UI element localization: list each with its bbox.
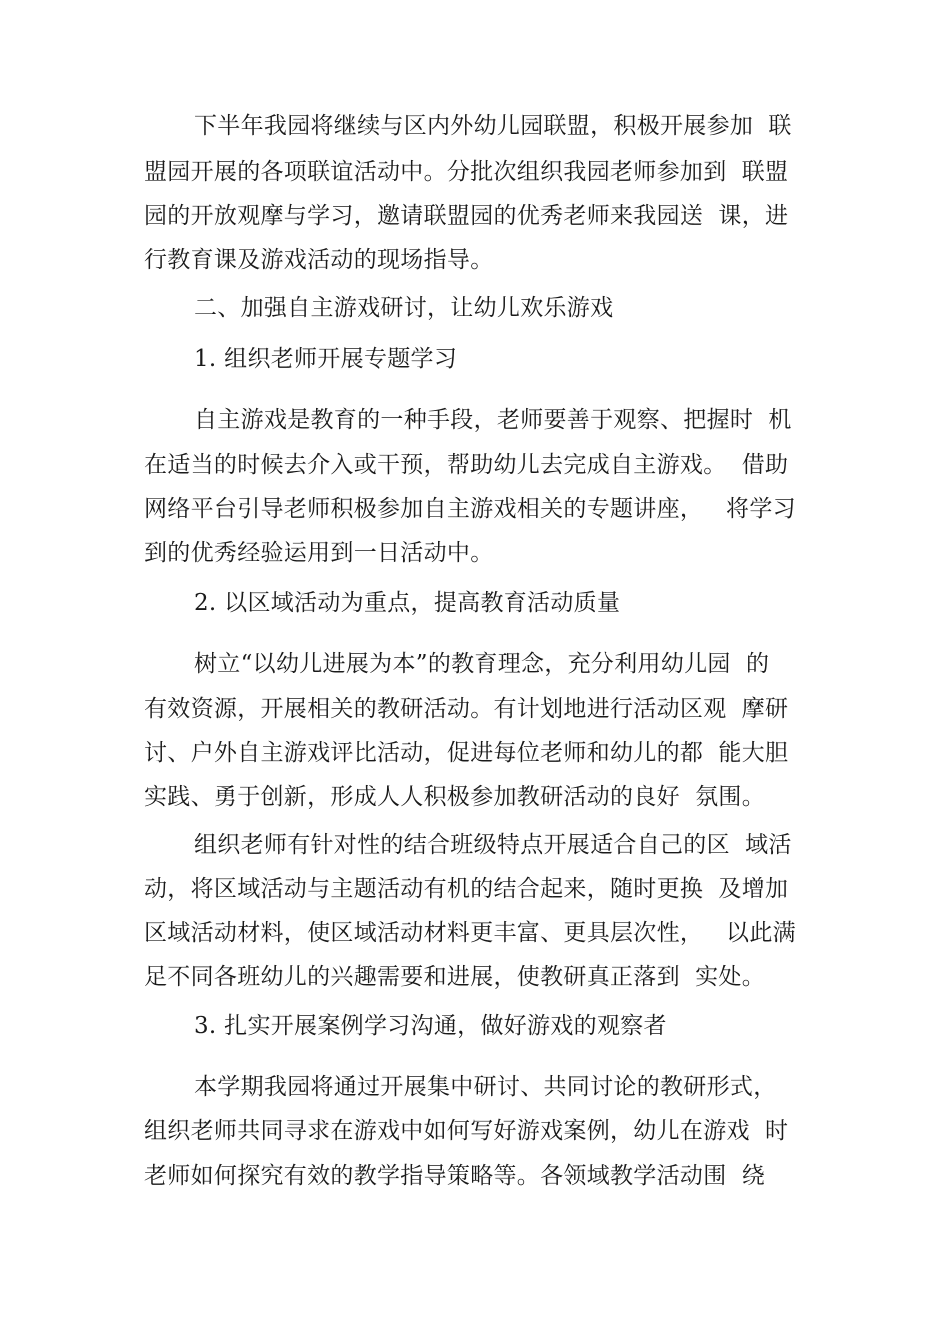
subsection-heading: 1. 组织老师开展专题学习 [194,346,458,372]
paragraph-line: 树立“以幼儿进展为本”的教育理念，充分利用幼儿园 的 [194,651,770,677]
paragraph-line: 讨、户外自主游戏评比活动，促进每位老师和幼儿的都 能大胆 [144,740,789,766]
paragraph-line: 在适当的时候去介入或干预，帮助幼儿去完成自主游戏。 借助 [144,452,789,478]
paragraph-line: 行教育课及游戏活动的现场指导。 [144,247,494,273]
paragraph-line: 区域活动材料，使区域活动材料更丰富、更具层次性， 以此满 [144,920,796,946]
paragraph-line: 园的开放观摩与学习，邀请联盟园的优秀老师来我园送 课，进 [144,203,789,229]
paragraph-line: 老师如何探究有效的教学指导策略等。各领域教学活动围 绕 [144,1163,766,1189]
paragraph-line: 有效资源，开展相关的教研活动。有计划地进行活动区观 摩研 [144,696,789,722]
paragraph-line: 足不同各班幼儿的兴趣需要和进展，使教研真正落到 实处。 [144,964,766,990]
paragraph-line: 自主游戏是教育的一种手段，老师要善于观察、把握时 机 [194,407,792,433]
paragraph-line: 组织老师共同寻求在游戏中如何写好游戏案例，幼儿在游戏 时 [144,1118,789,1144]
paragraph-line: 网络平台引导老师积极参加自主游戏相关的专题讲座， 将学习 [144,496,796,522]
paragraph-line: 本学期我园将通过开展集中研讨、共同讨论的教研形式， [194,1074,777,1100]
paragraph-line: 到的优秀经验运用到一日活动中。 [144,540,494,566]
section-heading: 二、加强自主游戏研讨，让幼儿欢乐游戏 [194,295,614,321]
paragraph-line: 组织老师有针对性的结合班级特点开展适合自己的区 域活 [194,832,792,858]
subsection-heading: 2. 以区域活动为重点，提高教育活动质量 [194,590,621,616]
paragraph-line: 盟园开展的各项联谊活动中。分批次组织我园老师参加到 联盟 [144,159,789,185]
paragraph-line: 下半年我园将继续与区内外幼儿园联盟，积极开展参加 联 [194,113,792,139]
paragraph-line: 实践、勇于创新，形成人人积极参加教研活动的良好 氛围。 [144,784,766,810]
subsection-heading: 3. 扎实开展案例学习沟通，做好游戏的观察者 [194,1013,667,1039]
paragraph-line: 动，将区域活动与主题活动有机的结合起来，随时更换 及增加 [144,876,789,902]
